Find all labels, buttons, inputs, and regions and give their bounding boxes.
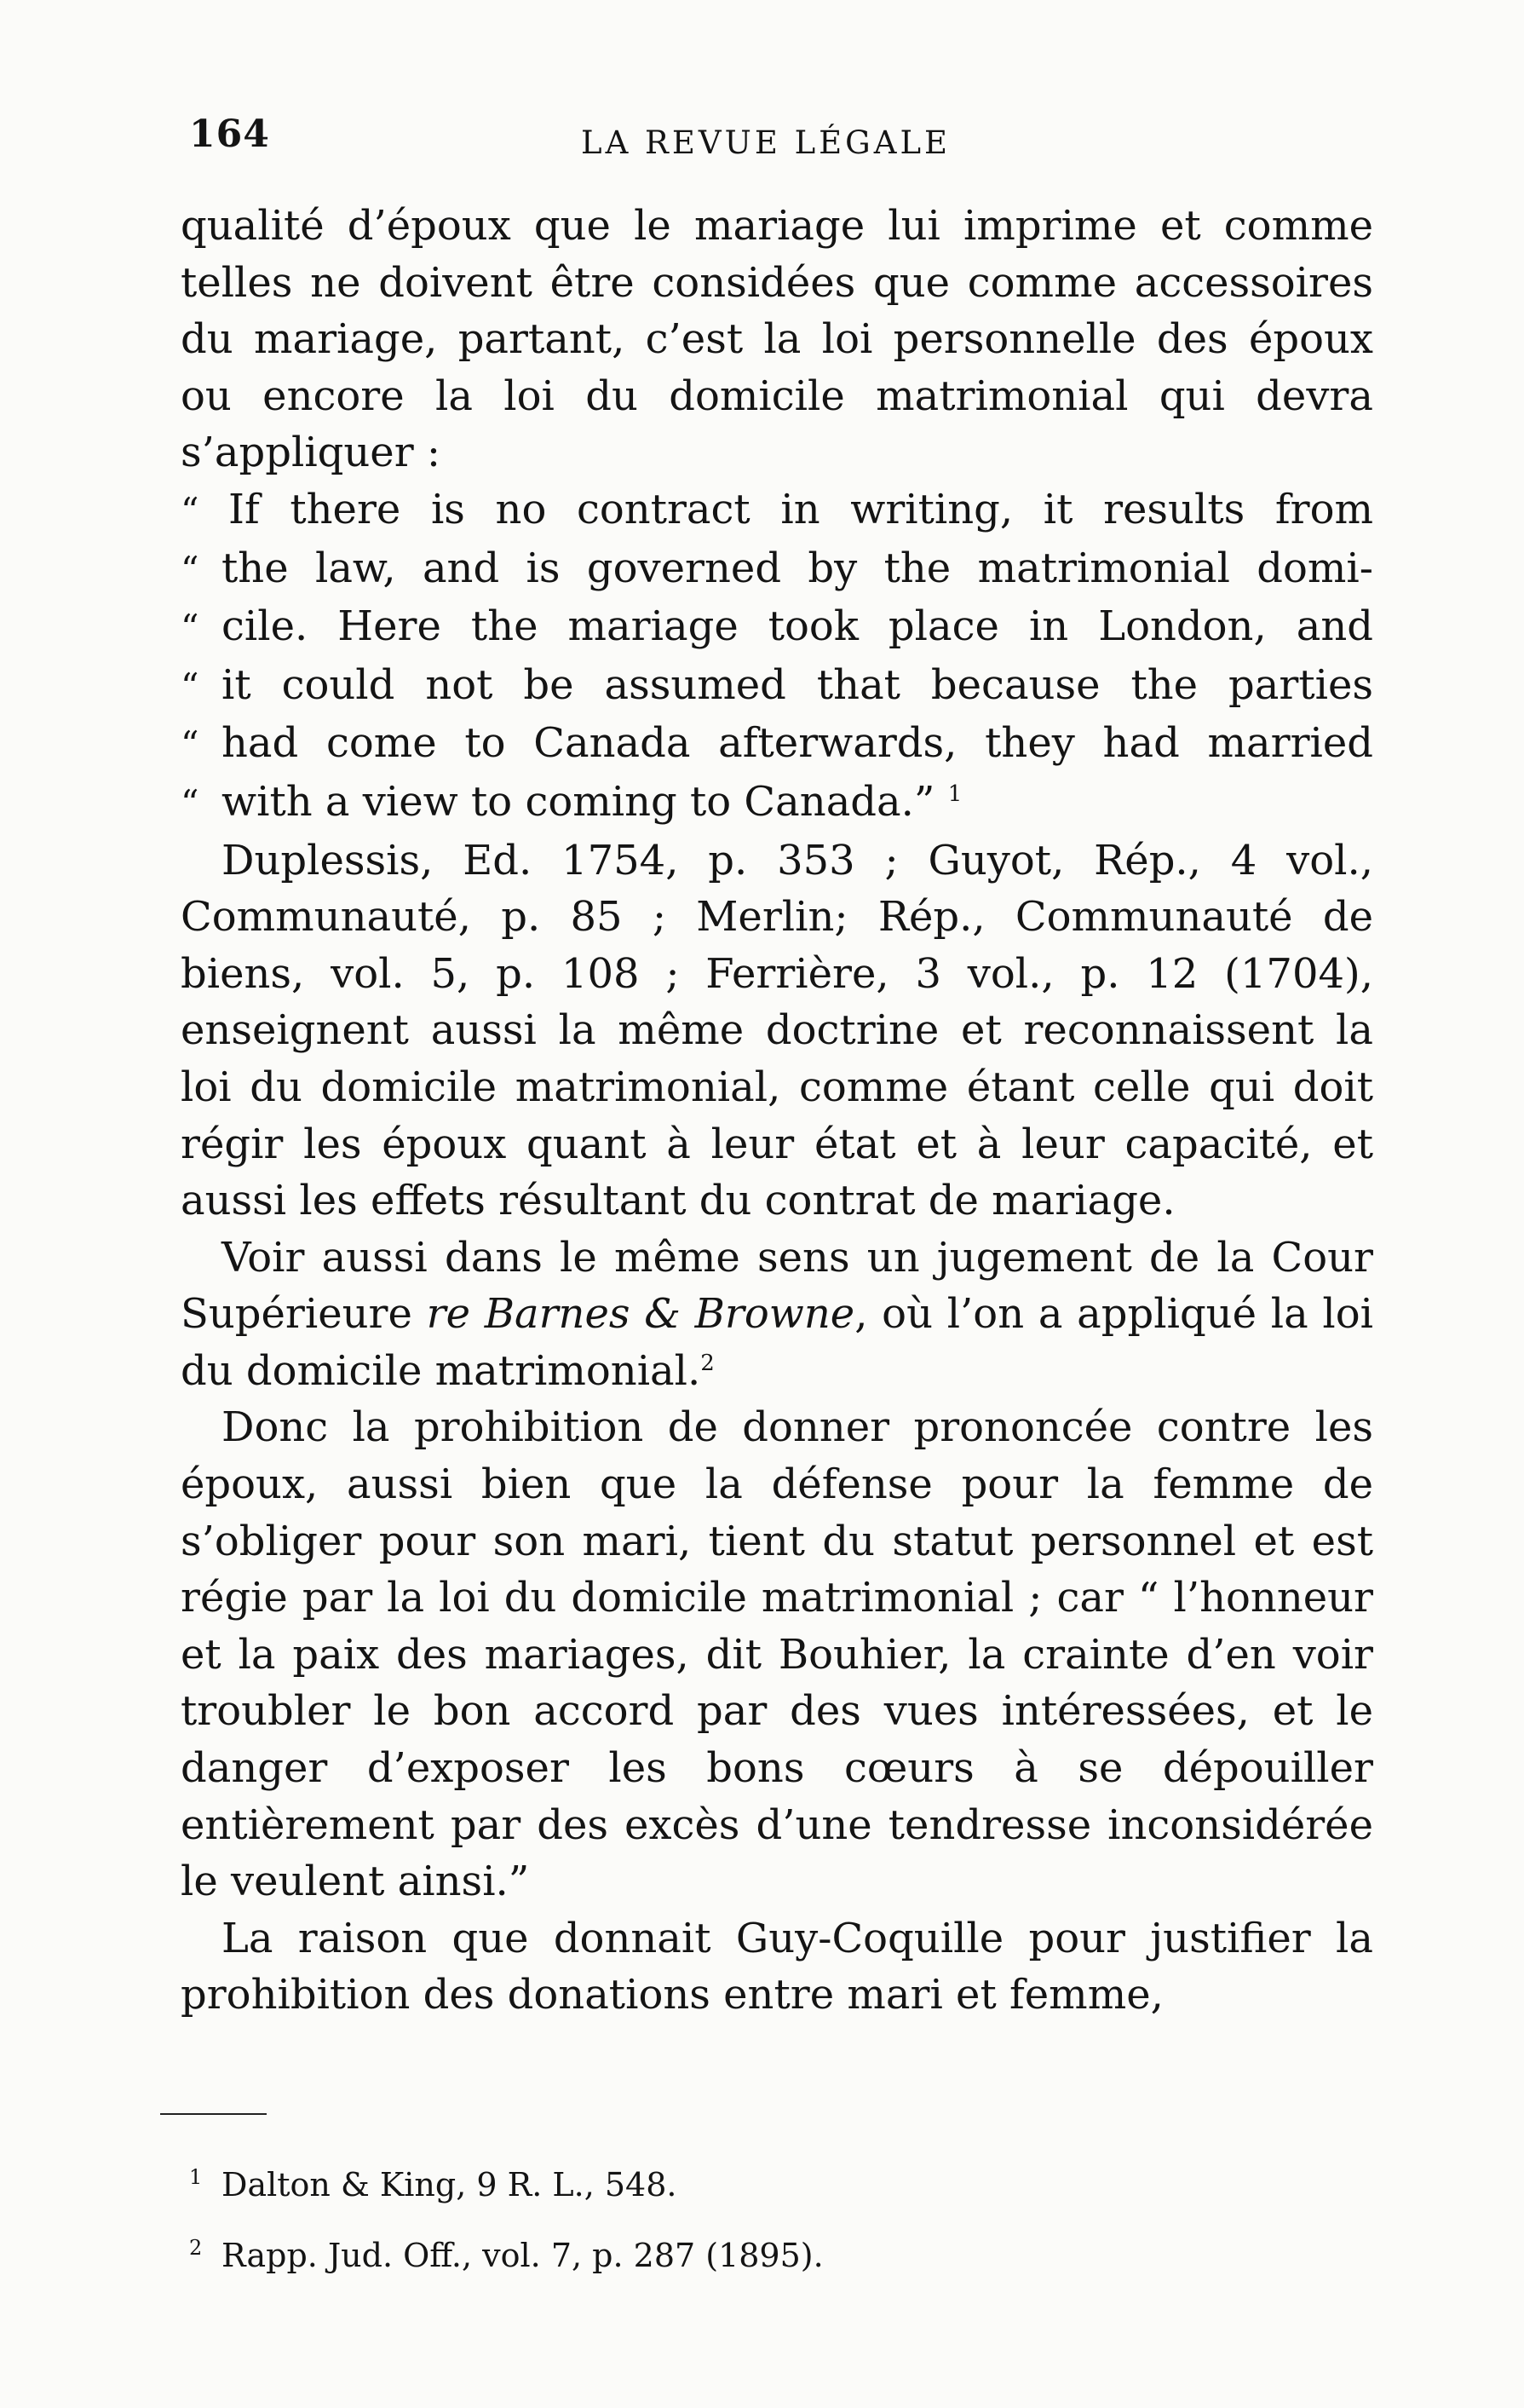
footnote bbox=[189, 2152, 1126, 2222]
page-number: 164 bbox=[189, 112, 270, 156]
footnote-number: 2 bbox=[189, 2236, 203, 2260]
page-header bbox=[189, 112, 1356, 172]
quote-mark: “ bbox=[181, 781, 199, 824]
footnote-ref-2: 2 bbox=[700, 1350, 715, 1376]
quote-line bbox=[181, 540, 1373, 599]
case-name: re Barnes & Browne bbox=[426, 1290, 855, 1339]
quote-text: with a view to coming to Canada.” bbox=[221, 777, 935, 826]
quote-mark: “ bbox=[181, 607, 199, 649]
quote-mark: “ bbox=[181, 548, 199, 590]
quote-text: it could not be assumed that because the parties bbox=[221, 660, 1373, 709]
footnote-ref-1: 1 bbox=[947, 781, 963, 807]
quote-mark: “ bbox=[181, 665, 199, 707]
quote-text: had come to Canada afterwards, they had married bbox=[221, 719, 1373, 768]
footnote bbox=[189, 2222, 1126, 2293]
body-text bbox=[181, 198, 1373, 2024]
quote-mark: “ bbox=[181, 723, 199, 766]
quote-line bbox=[181, 481, 1373, 540]
paragraph-1: qualité d’époux que le mariage lui imprime et comme telles ne doivent être considées que comme accessoires du mariage, partant, c’est la loi personnelle des époux ou encore la loi du domicile matrimonial qui devra s’appliquer : bbox=[181, 202, 1373, 477]
footnote-text: Dalton & King, 9 R. L., 548. bbox=[221, 2166, 677, 2203]
paragraph-5: La raison que donnait Guy-Coquille pour justifier la prohibition des donations entre mari et femme, bbox=[181, 1914, 1373, 2019]
quote-text: cile. Here the mariage took place in London, and bbox=[221, 602, 1373, 651]
paragraph-3 bbox=[181, 1230, 1373, 1400]
paragraph-3-text-b: , où l’on a appliqué la loi du domicile matrimonial. bbox=[181, 1290, 1374, 1395]
quote-line bbox=[181, 715, 1373, 774]
quote-line bbox=[181, 774, 1373, 832]
english-quotation bbox=[181, 481, 1373, 832]
paragraph-2: Duplessis, Ed. 1754, p. 353 ; Guyot, Rép., 4 vol., Communauté, p. 85 ; Merlin; Rép., Communauté de biens, vol. 5, p. 108 ; Ferrière, 3 vol., p. 12 (1704), enseignent aussi la même doctrine et reconnaissent la loi du domicile matrimonial, comme étant celle qui doit régir les époux quant à leur état et à leur capacité, et aussi les effets résultant du contrat de mariage. bbox=[181, 836, 1373, 1225]
footnotes bbox=[189, 2152, 1126, 2293]
quote-text: the law, and is governed by the matrimonial domi- bbox=[221, 544, 1373, 592]
footnote-number: 1 bbox=[189, 2165, 203, 2189]
footnote-text: Rapp. Jud. Off., vol. 7, p. 287 (1895). bbox=[221, 2237, 824, 2274]
paragraph-4: Donc la prohibition de donner prononcée contre les époux, aussi bien que la défense pour la femme de s’obliger pour son mari, tient du statut personnel et est régie par la loi du domicile matrimonial ; car “ l’honneur et la paix des mariages, dit Bouhier, la crainte d’en voir troubler le bon accord par des vues intéressées, et le danger d’exposer les bons cœurs à se dépouiller entièrement par des excès d’une tendresse inconsidérée le veulent ainsi.” bbox=[181, 1403, 1373, 1906]
paragraph-3-text-a: Voir aussi dans le même sens un jugement de la Cour Supérieure bbox=[181, 1233, 1373, 1339]
footnote-divider bbox=[160, 2113, 267, 2115]
running-head: LA REVUE LÉGALE bbox=[581, 124, 952, 161]
quote-text: If there is no contract in writing, it results from bbox=[228, 485, 1373, 533]
quote-text-last bbox=[221, 774, 1373, 831]
quote-mark: “ bbox=[181, 489, 199, 532]
quote-line bbox=[181, 657, 1373, 716]
quote-line bbox=[181, 598, 1373, 657]
